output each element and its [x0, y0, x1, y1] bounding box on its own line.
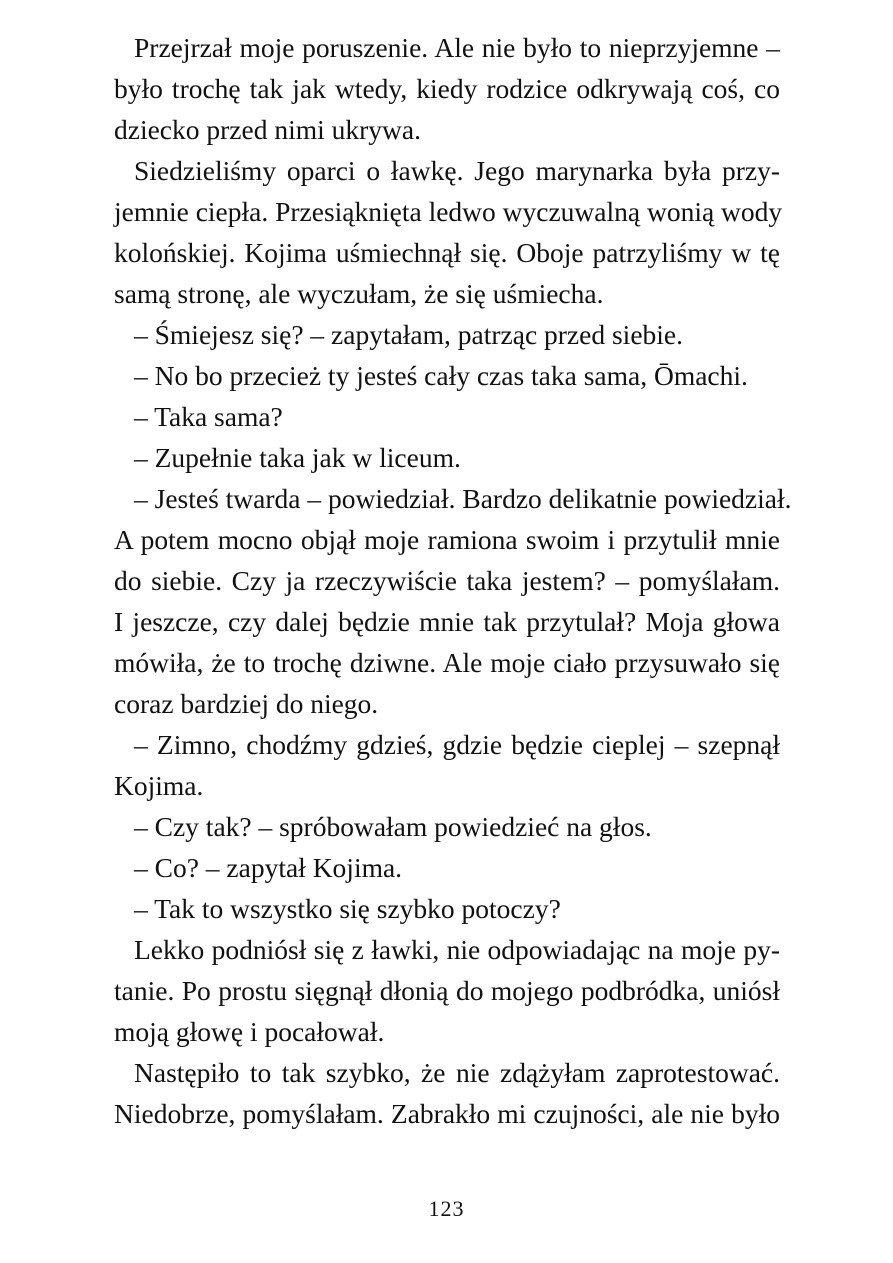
text-line: Niedobrze, pomyślałam. Zabrakło mi czujności, ale nie było	[114, 1098, 780, 1129]
text-line: – Jesteś twarda – powiedział. Bardzo delikatnie powiedział.	[134, 483, 792, 514]
text-line: A potem mocno objął moje ramiona swoim i przytulił mnie	[114, 524, 780, 555]
page-number: 123	[428, 1196, 465, 1221]
text-line: samą stronę, ale wyczułam, że się uśmiecha.	[114, 278, 604, 309]
text-line: kolońskiej. Kojima uśmiechnął się. Oboje patrzyliśmy w tę	[114, 237, 780, 268]
text-line: – Zimno, chodźmy gdzieś, gdzie będzie cieplej – szepnął	[134, 729, 780, 760]
text-line: – Tak to wszystko się szybko potoczy?	[134, 893, 561, 924]
text-line: coraz bardziej do niego.	[114, 688, 379, 719]
text-line: Przejrzał moje poruszenie. Ale nie było to nieprzyjemne –	[134, 32, 780, 63]
text-line: jemnie ciepła. Przesiąknięta ledwo wyczuwalną wonią wody	[114, 196, 783, 227]
text-line: – Co? – zapytał Kojima.	[134, 852, 403, 883]
text-line: I jeszcze, czy dalej będzie mnie tak przytulał? Moja głowa	[114, 606, 780, 637]
text-line: tanie. Po prostu sięgnął dłonią do mojego podbródka, uniósł	[114, 975, 780, 1006]
text-line: – Śmiejesz się? – zapytałam, patrząc przed siebie.	[134, 319, 683, 350]
text-line: moją głowę i pocałował.	[114, 1016, 385, 1047]
text-line: – Zupełnie taka jak w liceum.	[134, 442, 461, 473]
text-line: Lekko podniósł się z ławki, nie odpowiadając na moje py-	[134, 934, 780, 965]
text-line: Następiło to tak szybko, że nie zdążyłam zaprotestować.	[134, 1057, 780, 1088]
text-line: do siebie. Czy ja rzeczywiście taka jestem? – pomyślałam.	[114, 565, 780, 596]
text-line: – No bo przecież ty jesteś cały czas taka sama, Ōmachi.	[134, 360, 748, 391]
text-line: mówiła, że to trochę dziwne. Ale moje ciało przysuwało się	[114, 647, 780, 678]
text-line: Kojima.	[114, 770, 204, 801]
text-line: – Czy tak? – spróbowałam powiedzieć na głos.	[134, 811, 652, 842]
text-line: Siedzieliśmy oparci o ławkę. Jego marynarka była przy-	[134, 155, 780, 186]
text-line: było trochę tak jak wtedy, kiedy rodzice odkrywają coś, co	[114, 73, 780, 104]
text-line: – Taka sama?	[134, 401, 283, 432]
text-line: dziecko przed nimi ukrywa.	[114, 114, 421, 145]
